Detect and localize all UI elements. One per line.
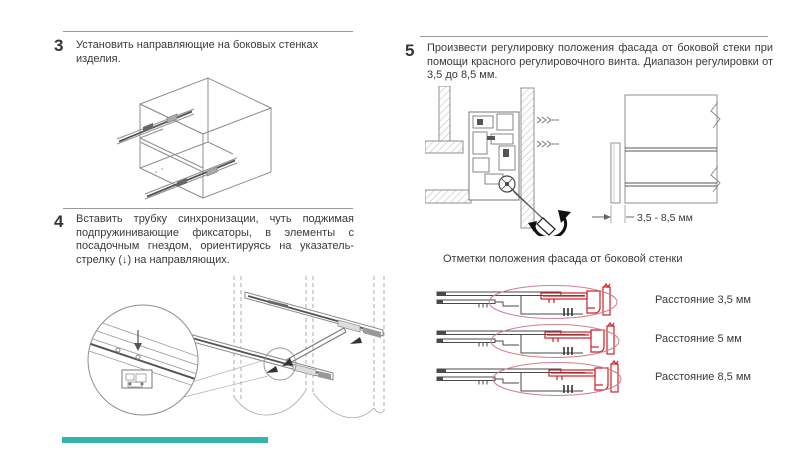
tool-handle (537, 218, 555, 235)
upper-slide (245, 292, 383, 338)
facade-gap-side-view (592, 95, 720, 224)
facade-panel (611, 143, 620, 203)
cabinet-slides-diagram (115, 72, 310, 207)
step4-number: 4 (54, 212, 64, 231)
step5-text: Произвести регулировку положения фасада от боковой стеки при помощи красного регулировочного винта. Диапазон регулировки от 3,5 до 8,5 мм. (427, 42, 773, 82)
distance-label-3: Расстояние 8,5 мм (655, 371, 751, 383)
sync-tube (282, 328, 346, 366)
adjustment-diagram (425, 86, 775, 236)
facade-distance-diagram-2 (433, 322, 648, 360)
gap-dimension (592, 205, 693, 224)
marks-section-title: Отметки положения фасада от боковой стенки (443, 253, 683, 265)
distance-label-2: Расстояние 5 мм (655, 333, 742, 345)
step5-divider (420, 36, 768, 37)
footer-accent-bar (62, 437, 268, 443)
press-arrow-icon (266, 366, 278, 373)
step5-number: 5 (405, 41, 415, 60)
distance-label-1: Расстояние 3,5 мм (655, 294, 751, 306)
cross-section (425, 86, 571, 236)
facade-distance-diagram-1 (433, 283, 648, 321)
synchronization-tube-diagram (38, 272, 388, 437)
step4-divider (63, 208, 353, 209)
press-arrow2-icon (350, 337, 362, 344)
step3-divider (63, 31, 353, 32)
magnifier-detail-circle (80, 305, 208, 415)
facade-distance-diagram-3 (433, 360, 648, 398)
screw-icon (537, 141, 559, 147)
screw-icon (537, 117, 559, 123)
step3-text: Установить направляющие на боковых стенках изделия. (76, 39, 319, 65)
dimension-label: 3,5 - 8,5 мм (637, 212, 693, 224)
step3-number: 3 (54, 36, 64, 55)
step4-text: Вставить трубку синхронизации, чуть поджимая подпружинивающие фиксаторы, в элементы с посадочным гнездом, ориентируясь на указатель-стрелку (↓) на направляющих. (76, 213, 354, 266)
